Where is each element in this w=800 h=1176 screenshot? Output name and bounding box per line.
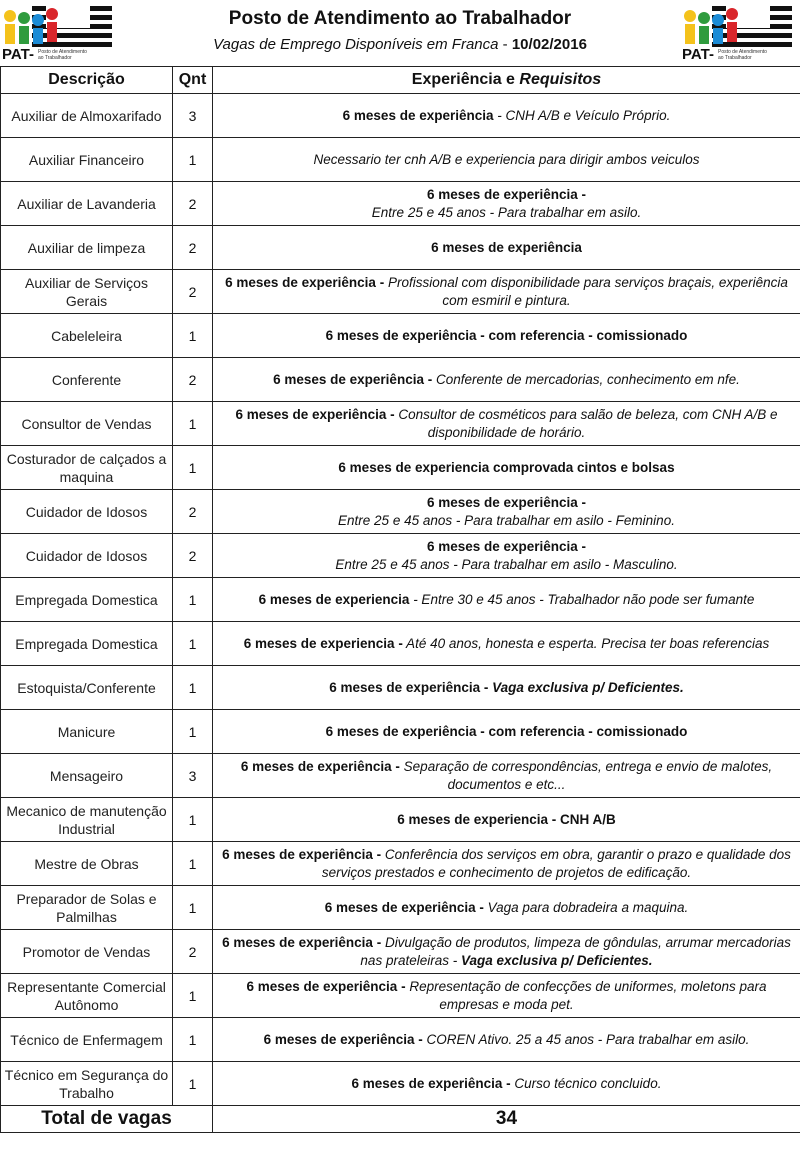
table-row xyxy=(1,710,800,754)
column-header-requirements-em: Requisitos xyxy=(519,71,602,88)
table-header-row xyxy=(1,67,800,94)
subtitle-place: Vagas de Emprego Disponíveis em Franca xyxy=(213,36,499,53)
subtitle-date: 10/02/2016 xyxy=(511,36,587,53)
job-quantity: 2 xyxy=(173,358,213,402)
job-description: Preparador de Solas e Palmilhas xyxy=(1,886,173,930)
job-requirements xyxy=(213,534,800,578)
job-quantity: 1 xyxy=(173,446,213,490)
job-requirements xyxy=(213,314,800,358)
job-quantity: 1 xyxy=(173,1062,213,1106)
requirement-segment: 6 meses de experiência xyxy=(431,239,582,255)
table-row xyxy=(1,1018,800,1062)
table-row xyxy=(1,270,800,314)
total-value: 34 xyxy=(213,1106,800,1133)
job-requirements xyxy=(213,402,800,446)
column-header-requirements xyxy=(213,67,800,94)
requirement-segment: 6 meses de experiência - xyxy=(426,494,587,510)
job-quantity: 1 xyxy=(173,622,213,666)
requirement-segment: 6 meses de experiência - com referencia - comissionado xyxy=(325,327,688,343)
requirement-segment: 6 meses de experiencia xyxy=(258,591,410,607)
job-description: Cuidador de Idosos xyxy=(1,534,173,578)
requirement-segment: 6 meses de experiencia - xyxy=(243,635,403,651)
job-requirements xyxy=(213,798,800,842)
table-row xyxy=(1,1062,800,1106)
table-row xyxy=(1,754,800,798)
requirement-segment: Representação de confecções de uniformes, moletons para empresas e moda pet. xyxy=(405,978,767,1012)
job-quantity: 1 xyxy=(173,666,213,710)
requirement-segment: 6 meses de experiência - xyxy=(240,758,400,774)
logo-label: PAT- xyxy=(2,46,34,63)
job-description: Manicure xyxy=(1,710,173,754)
job-description: Estoquista/Conferente xyxy=(1,666,173,710)
pat-logo-right xyxy=(682,4,794,62)
table-row xyxy=(1,138,800,182)
table-row xyxy=(1,534,800,578)
job-description: Empregada Domestica xyxy=(1,622,173,666)
requirement-segment: - CNH A/B e Veículo Próprio. xyxy=(493,107,671,123)
job-description: Auxiliar Financeiro xyxy=(1,138,173,182)
subtitle-separator: - xyxy=(498,36,512,53)
job-requirements xyxy=(213,1062,800,1106)
pat-logo-left xyxy=(2,4,114,62)
page-title: Posto de Atendimento ao Trabalhador xyxy=(228,8,572,29)
job-description: Cuidador de Idosos xyxy=(1,490,173,534)
job-description: Mensageiro xyxy=(1,754,173,798)
requirement-segment: Entre 25 e 45 anos - Para trabalhar em asilo - Feminino. xyxy=(338,512,675,528)
requirement-segment: - Entre 30 e 45 anos - Trabalhador não pode ser fumante xyxy=(409,591,755,607)
table-row xyxy=(1,578,800,622)
job-description: Auxiliar de Serviços Gerais xyxy=(1,270,173,314)
job-quantity: 1 xyxy=(173,842,213,886)
job-requirements xyxy=(213,1018,800,1062)
job-requirements xyxy=(213,930,800,974)
job-requirements xyxy=(213,358,800,402)
job-description: Técnico em Segurança do Trabalho xyxy=(1,1062,173,1106)
job-requirements xyxy=(213,270,800,314)
job-description: Promotor de Vendas xyxy=(1,930,173,974)
job-description: Cabeleleira xyxy=(1,314,173,358)
job-description: Consultor de Vendas xyxy=(1,402,173,446)
column-header-requirements-main: Experiência e xyxy=(411,71,520,88)
requirement-segment: 6 meses de experiência - xyxy=(235,406,395,422)
job-requirements xyxy=(213,138,800,182)
job-description: Empregada Domestica xyxy=(1,578,173,622)
job-quantity: 1 xyxy=(173,138,213,182)
requirement-segment: Entre 25 e 45 anos - Para trabalhar em asilo - Masculino. xyxy=(335,556,678,572)
table-row xyxy=(1,446,800,490)
job-quantity: 1 xyxy=(173,314,213,358)
job-description: Auxiliar de limpeza xyxy=(1,226,173,270)
job-requirements xyxy=(213,446,800,490)
table-row xyxy=(1,226,800,270)
requirement-segment: Entre 25 e 45 anos - Para trabalhar em asilo. xyxy=(371,204,642,220)
job-description: Mestre de Obras xyxy=(1,842,173,886)
requirement-segment: 6 meses de experiência - xyxy=(222,934,382,950)
total-row xyxy=(1,1106,800,1133)
requirement-segment: Consultor de cosméticos para salão de beleza, com CNH A/B e disponibilidade de horário. xyxy=(394,406,778,440)
table-row xyxy=(1,886,800,930)
job-requirements xyxy=(213,490,800,534)
table-row xyxy=(1,974,800,1018)
table-row xyxy=(1,314,800,358)
pat-logo-icon xyxy=(682,4,794,48)
column-header-description: Descrição xyxy=(1,67,173,94)
requirement-segment: Vaga exclusiva p/ Deficientes. xyxy=(460,952,653,968)
table-row xyxy=(1,842,800,886)
job-quantity: 2 xyxy=(173,490,213,534)
job-quantity: 1 xyxy=(173,402,213,446)
requirement-segment: 6 meses de experiência - xyxy=(426,186,587,202)
job-description: Representante Comercial Autônomo xyxy=(1,974,173,1018)
table-row xyxy=(1,490,800,534)
table-row xyxy=(1,622,800,666)
requirement-segment: 6 meses de experiencia - CNH A/B xyxy=(397,811,616,827)
requirement-segment: Conferência dos serviços em obra, garantir o prazo e qualidade dos serviços prestados e conhecimento de projetos de edificação. xyxy=(321,846,791,880)
job-requirements xyxy=(213,754,800,798)
job-requirements xyxy=(213,842,800,886)
job-quantity: 2 xyxy=(173,270,213,314)
job-table xyxy=(0,66,800,1133)
job-description: Técnico de Enfermagem xyxy=(1,1018,173,1062)
header xyxy=(0,0,800,66)
requirement-segment: Necessario ter cnh A/B e experiencia para dirigir ambos veiculos xyxy=(313,151,700,167)
job-quantity: 2 xyxy=(173,534,213,578)
requirement-segment: Conferente de mercadorias, conhecimento em nfe. xyxy=(432,371,740,387)
job-quantity: 1 xyxy=(173,1018,213,1062)
requirement-segment: Profissional com disponibilidade para serviços braçais, experiência com esmiril e pintura. xyxy=(384,274,788,308)
job-requirements xyxy=(213,182,800,226)
requirement-segment: Curso técnico concluido. xyxy=(510,1075,662,1091)
job-quantity: 1 xyxy=(173,578,213,622)
table-row xyxy=(1,930,800,974)
requirement-segment: Divulgação de produtos, limpeza de gôndulas, arrumar mercadorias nas prateleiras - xyxy=(360,934,791,968)
requirement-segment: Vaga exclusiva p/ Deficientes. xyxy=(492,679,684,695)
job-quantity: 3 xyxy=(173,94,213,138)
page-subtitle xyxy=(120,36,680,53)
requirement-segment: 6 meses de experiência - xyxy=(329,679,493,695)
job-description: Mecanico de manutenção Industrial xyxy=(1,798,173,842)
job-quantity: 2 xyxy=(173,226,213,270)
requirement-segment: Vaga para dobradeira a maquina. xyxy=(483,899,689,915)
job-requirements xyxy=(213,974,800,1018)
table-row xyxy=(1,182,800,226)
job-quantity: 1 xyxy=(173,974,213,1018)
requirement-segment: 6 meses de experiência - xyxy=(351,1075,511,1091)
requirement-segment: 6 meses de experiência - com referencia - comissionado xyxy=(325,723,688,739)
job-requirements xyxy=(213,622,800,666)
requirement-segment: 6 meses de experiência - xyxy=(225,274,385,290)
job-requirements xyxy=(213,578,800,622)
job-requirements xyxy=(213,710,800,754)
requirement-segment: 6 meses de experiência - xyxy=(263,1031,423,1047)
column-header-quantity: Qnt xyxy=(173,67,213,94)
job-quantity: 1 xyxy=(173,886,213,930)
table-row xyxy=(1,94,800,138)
requirement-segment: 6 meses de experiência - xyxy=(324,899,484,915)
total-label: Total de vagas xyxy=(1,1106,213,1133)
job-quantity: 2 xyxy=(173,182,213,226)
table-row xyxy=(1,798,800,842)
job-description: Conferente xyxy=(1,358,173,402)
requirement-segment: 6 meses de experiencia comprovada cintos e bolsas xyxy=(338,459,675,475)
logo-tagline: Posto de Atendimento ao Trabalhador xyxy=(718,49,767,61)
job-requirements xyxy=(213,886,800,930)
logo-label: PAT- xyxy=(682,46,714,63)
requirement-segment: 6 meses de experiência - xyxy=(246,978,406,994)
job-quantity: 1 xyxy=(173,710,213,754)
table-row xyxy=(1,358,800,402)
table-row xyxy=(1,402,800,446)
pat-logo-icon xyxy=(2,4,114,48)
requirement-segment: Separação de correspondências, entrega e envio de malotes, documentos e etc... xyxy=(399,758,773,792)
job-quantity: 2 xyxy=(173,930,213,974)
requirement-segment: 6 meses de experiência - xyxy=(426,538,587,554)
table-row xyxy=(1,666,800,710)
requirement-segment: 6 meses de experiência - xyxy=(222,846,382,862)
job-quantity: 1 xyxy=(173,798,213,842)
job-requirements xyxy=(213,94,800,138)
logo-tagline: Posto de Atendimento ao Trabalhador xyxy=(38,49,87,61)
job-quantity: 3 xyxy=(173,754,213,798)
requirement-segment: 6 meses de experiência xyxy=(342,107,494,123)
requirement-segment: 6 meses de experiência - xyxy=(273,371,433,387)
requirement-segment: COREN Ativo. 25 a 45 anos - Para trabalhar em asilo. xyxy=(422,1031,750,1047)
job-requirements xyxy=(213,226,800,270)
job-description: Auxiliar de Lavanderia xyxy=(1,182,173,226)
job-requirements xyxy=(213,666,800,710)
job-description: Costurador de calçados a maquina xyxy=(1,446,173,490)
requirement-segment: Até 40 anos, honesta e esperta. Precisa ter boas referencias xyxy=(402,635,770,651)
job-description: Auxiliar de Almoxarifado xyxy=(1,94,173,138)
